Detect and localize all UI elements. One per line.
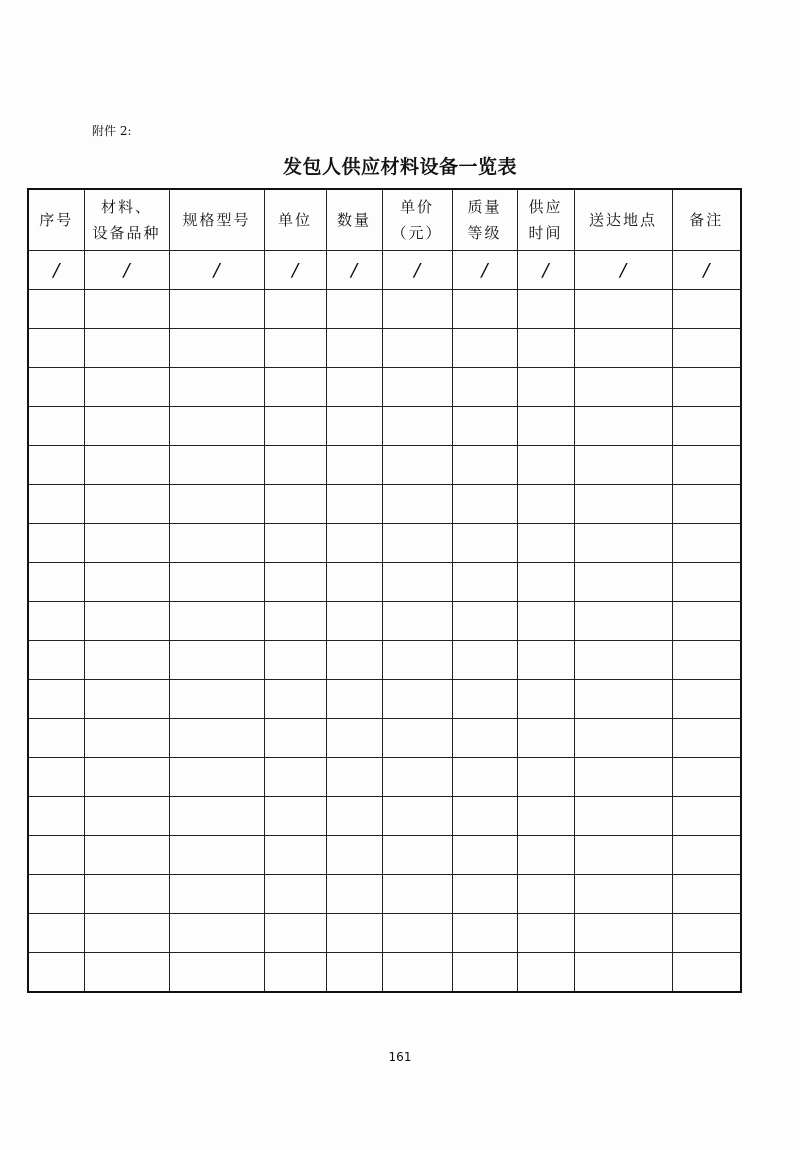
table-cell <box>672 641 741 680</box>
table-cell <box>452 368 517 407</box>
table-cell <box>28 953 84 993</box>
materials-equipment-table <box>27 188 742 993</box>
table-cell <box>326 758 382 797</box>
table-cell <box>264 563 326 602</box>
header-cell: 单位 <box>264 189 326 251</box>
table-cell <box>169 485 264 524</box>
table-cell <box>326 602 382 641</box>
table-cell <box>452 485 517 524</box>
table-cell <box>169 446 264 485</box>
table-cell <box>264 914 326 953</box>
table-cell <box>264 797 326 836</box>
header-cell: 单价 （元） <box>382 189 452 251</box>
table-cell <box>452 797 517 836</box>
table-cell <box>517 485 574 524</box>
table-cell <box>28 680 84 719</box>
table-cell <box>517 719 574 758</box>
table-cell <box>326 485 382 524</box>
table-cell <box>672 407 741 446</box>
table-cell <box>382 836 452 875</box>
table-cell <box>574 407 672 446</box>
table-cell <box>517 524 574 563</box>
table-row <box>28 290 741 329</box>
table-cell <box>382 563 452 602</box>
table-cell: / <box>517 251 574 290</box>
table-row <box>28 329 741 368</box>
table-cell <box>326 641 382 680</box>
table-cell <box>517 602 574 641</box>
table-cell <box>326 407 382 446</box>
table-cell <box>28 563 84 602</box>
table-cell <box>517 875 574 914</box>
table-row <box>28 641 741 680</box>
table-cell <box>382 368 452 407</box>
table-cell <box>574 797 672 836</box>
table-cell <box>672 563 741 602</box>
table-cell <box>84 329 169 368</box>
table-cell: / <box>264 251 326 290</box>
table-cell <box>574 563 672 602</box>
table-cell <box>574 875 672 914</box>
table-cell <box>672 368 741 407</box>
table-cell <box>169 290 264 329</box>
table-cell <box>326 914 382 953</box>
table-cell <box>28 797 84 836</box>
table-cell <box>672 875 741 914</box>
table-cell <box>574 329 672 368</box>
table-cell: / <box>574 251 672 290</box>
table-cell <box>169 602 264 641</box>
table-cell <box>517 836 574 875</box>
table-cell <box>517 368 574 407</box>
table-cell <box>169 641 264 680</box>
table-cell <box>382 524 452 563</box>
table-cell <box>452 719 517 758</box>
table-cell <box>264 680 326 719</box>
table-cell <box>517 446 574 485</box>
table-cell <box>574 485 672 524</box>
table-cell <box>574 446 672 485</box>
table-cell <box>84 524 169 563</box>
table-cell <box>382 797 452 836</box>
table-cell: / <box>326 251 382 290</box>
table-cell <box>169 524 264 563</box>
table-cell <box>672 836 741 875</box>
table-cell: / <box>382 251 452 290</box>
table-cell <box>169 758 264 797</box>
table-cell <box>326 524 382 563</box>
table-cell <box>574 953 672 993</box>
table-cell <box>382 446 452 485</box>
table-row <box>28 368 741 407</box>
table-row <box>28 836 741 875</box>
table-cell <box>326 797 382 836</box>
table-cell <box>28 602 84 641</box>
table-cell <box>574 680 672 719</box>
table-row <box>28 719 741 758</box>
table-row <box>28 485 741 524</box>
table-cell <box>452 329 517 368</box>
table-cell <box>326 329 382 368</box>
table-cell <box>264 641 326 680</box>
table-cell <box>84 446 169 485</box>
header-cell: 质量 等级 <box>452 189 517 251</box>
table-cell <box>84 680 169 719</box>
table-header-row <box>28 189 741 251</box>
document-title: 发包人供应材料设备一览表 <box>282 156 517 178</box>
table-cell <box>28 485 84 524</box>
table-row <box>28 524 741 563</box>
table-cell <box>672 485 741 524</box>
table-row <box>28 953 741 993</box>
table-cell <box>382 407 452 446</box>
table-cell <box>452 953 517 993</box>
table-cell <box>382 953 452 993</box>
table-cell <box>84 602 169 641</box>
page-number: 161 <box>388 1050 412 1064</box>
table-cell <box>517 641 574 680</box>
table-cell <box>28 836 84 875</box>
table-cell <box>326 953 382 993</box>
table-cell <box>517 290 574 329</box>
table-cell <box>452 680 517 719</box>
table-cell <box>84 875 169 914</box>
table-cell <box>28 875 84 914</box>
table-cell <box>382 758 452 797</box>
table-cell <box>672 797 741 836</box>
table-cell <box>264 407 326 446</box>
table-cell <box>84 368 169 407</box>
table-cell <box>169 368 264 407</box>
table-cell <box>672 602 741 641</box>
table-cell <box>326 719 382 758</box>
table-cell <box>574 524 672 563</box>
table-cell <box>264 446 326 485</box>
table-cell <box>452 407 517 446</box>
table-cell <box>28 719 84 758</box>
table-cell <box>452 758 517 797</box>
table-cell <box>672 329 741 368</box>
table-cell <box>574 758 672 797</box>
table-cell <box>28 914 84 953</box>
table-cell <box>264 602 326 641</box>
table-cell <box>326 680 382 719</box>
table-cell <box>672 680 741 719</box>
table-cell <box>326 290 382 329</box>
table-cell <box>84 719 169 758</box>
table-cell <box>517 329 574 368</box>
table-cell <box>452 641 517 680</box>
table-cell <box>517 563 574 602</box>
table-cell <box>574 602 672 641</box>
table-cell <box>517 680 574 719</box>
table-cell <box>169 680 264 719</box>
table-cell <box>169 563 264 602</box>
table-row <box>28 563 741 602</box>
table-row <box>28 914 741 953</box>
table-cell <box>264 329 326 368</box>
table-cell <box>84 407 169 446</box>
header-cell: 供应 时间 <box>517 189 574 251</box>
table-cell <box>28 641 84 680</box>
table-cell: / <box>169 251 264 290</box>
table-cell <box>84 641 169 680</box>
table-cell <box>326 836 382 875</box>
table-cell <box>382 641 452 680</box>
table-cell <box>84 836 169 875</box>
header-cell: 序号 <box>28 189 84 251</box>
table-cell <box>84 914 169 953</box>
table-cell <box>264 719 326 758</box>
table-cell <box>264 836 326 875</box>
table-cell <box>28 524 84 563</box>
table-cell <box>672 290 741 329</box>
table-row <box>28 251 741 290</box>
table-cell <box>452 836 517 875</box>
header-cell: 规格型号 <box>169 189 264 251</box>
table-cell <box>382 719 452 758</box>
table-cell <box>28 758 84 797</box>
table-cell <box>672 719 741 758</box>
table-cell <box>382 914 452 953</box>
table-cell <box>452 563 517 602</box>
table-cell <box>672 758 741 797</box>
header-cell: 备注 <box>672 189 741 251</box>
table-cell <box>672 914 741 953</box>
table-cell <box>84 485 169 524</box>
table-cell <box>574 914 672 953</box>
header-cell: 材料、 设备品种 <box>84 189 169 251</box>
table-row <box>28 797 741 836</box>
table-cell <box>382 602 452 641</box>
table-cell: / <box>452 251 517 290</box>
table-cell <box>574 641 672 680</box>
table-cell <box>84 290 169 329</box>
table-cell <box>452 524 517 563</box>
table-cell <box>264 290 326 329</box>
table-cell <box>28 329 84 368</box>
table-cell <box>169 875 264 914</box>
table-cell <box>517 407 574 446</box>
table-cell <box>517 758 574 797</box>
table-cell <box>517 953 574 993</box>
table-cell: / <box>84 251 169 290</box>
table-cell <box>574 368 672 407</box>
table-cell <box>574 719 672 758</box>
table-cell <box>84 758 169 797</box>
table-cell <box>28 446 84 485</box>
table-cell <box>169 836 264 875</box>
table-row <box>28 680 741 719</box>
table-cell <box>326 446 382 485</box>
table-cell <box>169 953 264 993</box>
table-cell <box>264 485 326 524</box>
table-cell <box>264 524 326 563</box>
table-cell <box>382 680 452 719</box>
header-cell: 送达地点 <box>574 189 672 251</box>
table-cell <box>382 875 452 914</box>
table-cell <box>264 875 326 914</box>
table-cell <box>672 446 741 485</box>
table-cell <box>169 914 264 953</box>
table-row <box>28 875 741 914</box>
table-cell <box>672 524 741 563</box>
table-cell <box>169 407 264 446</box>
table-cell <box>452 290 517 329</box>
table-cell <box>452 446 517 485</box>
attachment-label: 附件 2: <box>92 124 132 138</box>
table-row <box>28 446 741 485</box>
table-cell <box>28 290 84 329</box>
table-cell <box>672 953 741 993</box>
table-cell <box>452 914 517 953</box>
table-cell <box>326 368 382 407</box>
table-row <box>28 407 741 446</box>
table-row <box>28 758 741 797</box>
table-cell <box>517 914 574 953</box>
table-cell <box>264 368 326 407</box>
table-cell <box>382 329 452 368</box>
table-cell <box>28 368 84 407</box>
table-cell <box>574 290 672 329</box>
table-cell <box>264 758 326 797</box>
table-cell <box>28 407 84 446</box>
table-cell <box>169 329 264 368</box>
table-row <box>28 602 741 641</box>
table-cell <box>326 875 382 914</box>
table-cell: / <box>28 251 84 290</box>
table-cell <box>84 953 169 993</box>
header-cell: 数量 <box>326 189 382 251</box>
table-cell <box>264 953 326 993</box>
table-cell <box>517 797 574 836</box>
table-cell <box>169 719 264 758</box>
table-cell <box>169 797 264 836</box>
table-cell <box>574 836 672 875</box>
table-cell <box>452 602 517 641</box>
table-cell <box>326 563 382 602</box>
table-cell <box>84 797 169 836</box>
table-cell <box>84 563 169 602</box>
table-cell <box>382 290 452 329</box>
table-cell <box>452 875 517 914</box>
table-cell: / <box>672 251 741 290</box>
table-cell <box>382 485 452 524</box>
